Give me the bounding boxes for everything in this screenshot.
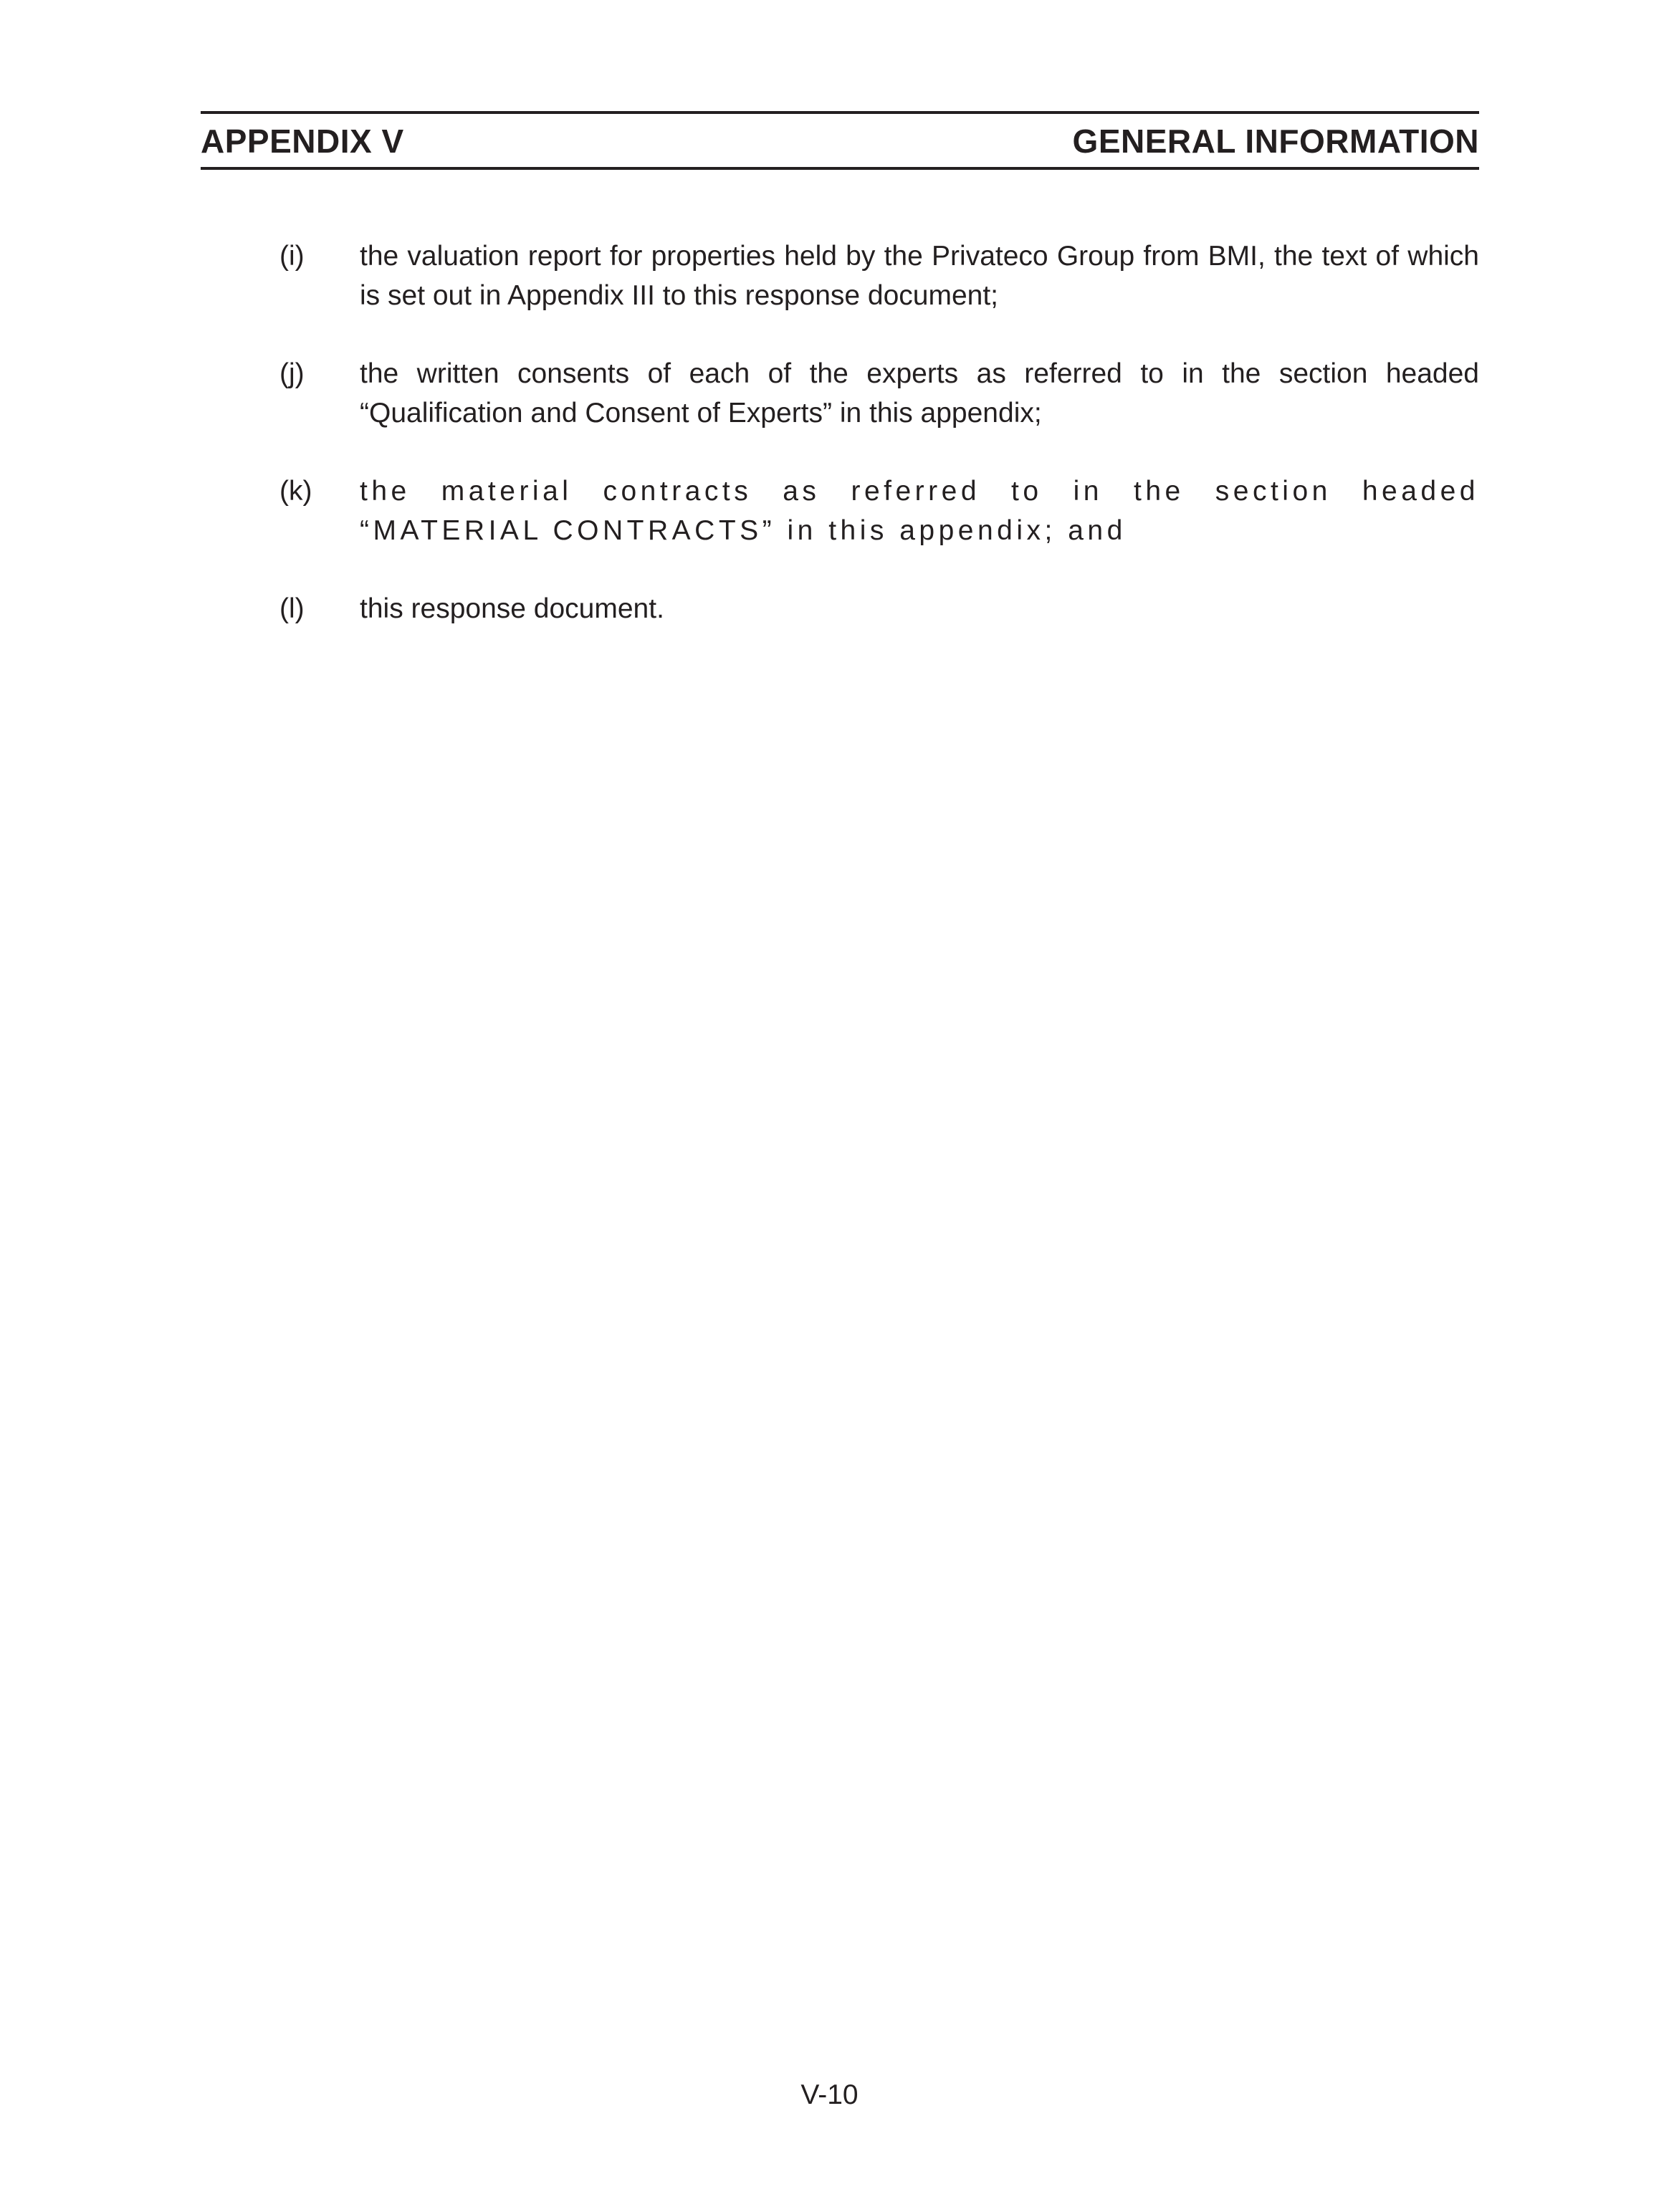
document-item-list: [279, 236, 1479, 667]
item-label: (j): [279, 358, 305, 389]
list-item-j: [279, 354, 1479, 433]
appendix-title: APPENDIX V: [201, 123, 404, 160]
page-header: [201, 111, 1479, 170]
list-item-l: [279, 589, 1479, 628]
item-text: the material contracts as referred to in the section headed “MATERIAL CONTRACTS” in this appendix; and: [360, 476, 1479, 546]
list-item-k: [279, 471, 1479, 550]
page-number: V-10: [800, 2079, 859, 2110]
item-text: the valuation report for properties held by the Privateco Group from BMI, the text of which is set out in Appendix III to this response document;: [360, 241, 1479, 311]
item-label: (i): [279, 241, 305, 272]
item-text: the written consents of each of the experts as referred to in the section headed “Qualification and Consent of Experts” in this appendix;: [360, 358, 1479, 428]
section-title: GENERAL INFORMATION: [1072, 123, 1479, 160]
item-label: (l): [279, 593, 305, 624]
item-label: (k): [279, 476, 312, 507]
list-item-i: [279, 236, 1479, 315]
item-text: this response document.: [360, 593, 664, 624]
